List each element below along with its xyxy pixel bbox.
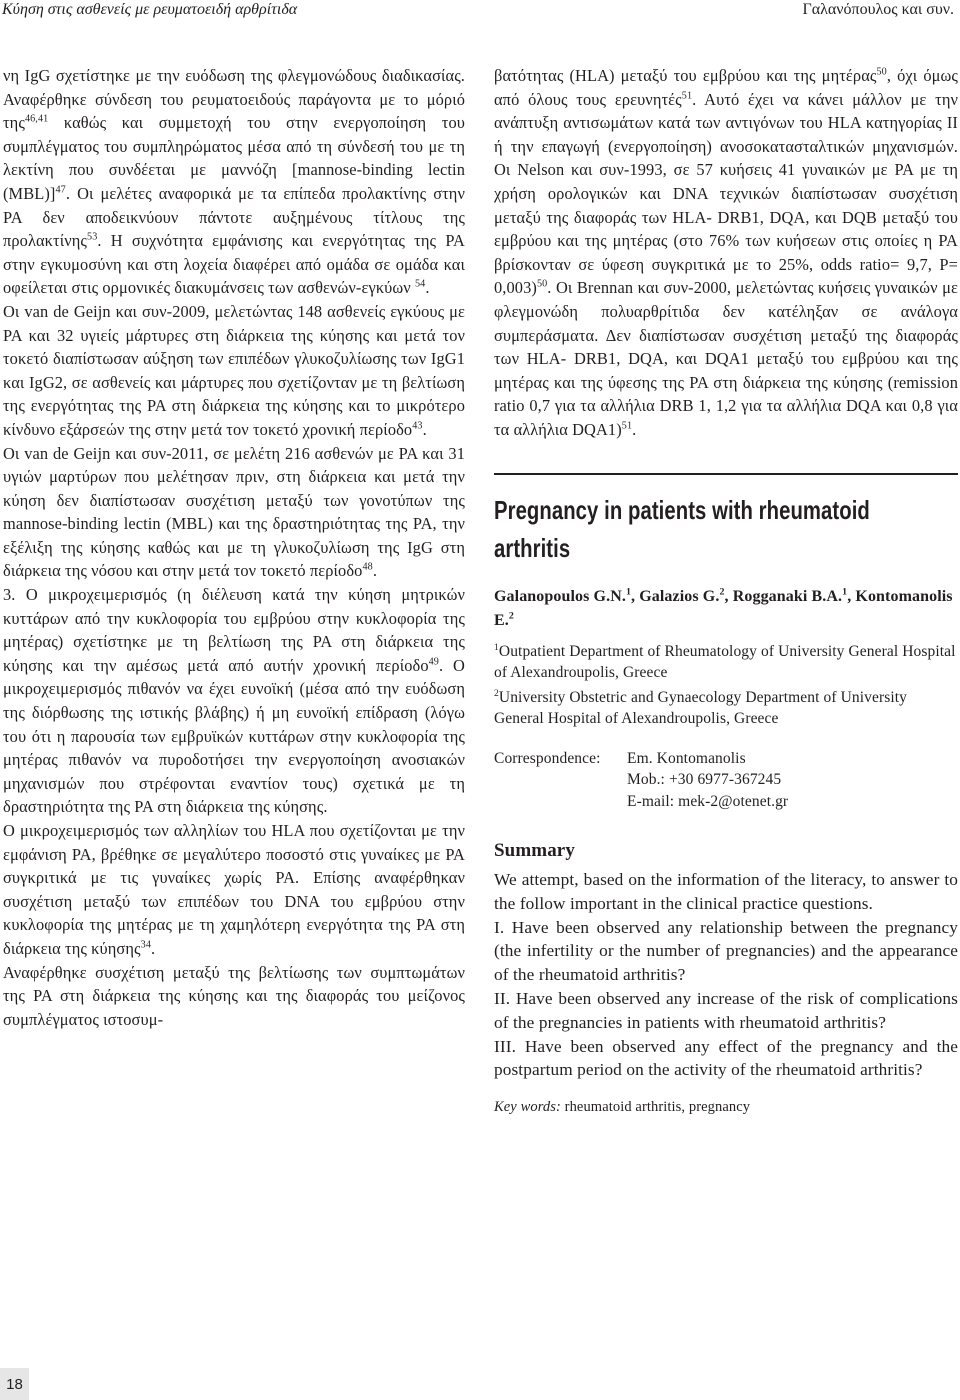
text-run: . Η συχνότητα εμφάνισης και ενεργότητας της ΡΑ στην εγκυμοσύνη και στη λοχεία διαφέρει από ομάδα σε ομάδα και οφείλεται στις ορμονικές διακυμάνσεις των ασθενών-εγκύων: [3, 231, 465, 298]
citation-ref: 51: [681, 90, 693, 102]
keywords: [494, 1096, 958, 1120]
left-paragraph-6: Αναφέρθηκε συσχέτιση μεταξύ της βελτίωσης των συμπτωμάτων της ΡΑ στη διάρκεια της κύησης και της διαφοράς του μείζονος συμπλέγματος ιστοσυμ-: [3, 962, 465, 1029]
author-name: , Galazios G.: [631, 587, 720, 605]
text-run: 3. Ο μικροχειμερισμός (η διέλευση κατά την κύηση μητρικών κυττάρων από την κυκλοφορία του εμβρύου στην κυκλοφορία της μητέρας) σχετίστηκε με τη βελτίωση της ΡΑ στη διάρκεια της κύησης και την αμέσως μετά από αυτήν χρονική περίοδο: [3, 585, 465, 675]
text-run: .: [425, 278, 430, 298]
correspondence-mobile: Mob.: +30 6977-367245: [627, 771, 782, 788]
correspondence-name: Em. Kontomanolis: [627, 749, 746, 767]
summary-question-2: II. Have been observed any increase of the risk of complications of the pregnancies in patients with rheumatoid arthritis?: [494, 988, 958, 1032]
correspondence-block: [494, 748, 958, 813]
section-divider: [494, 473, 958, 475]
citation-ref: 43: [412, 420, 423, 432]
text-run: .: [372, 561, 378, 581]
citation-ref: 50: [876, 66, 887, 78]
citation-ref: 53: [87, 231, 98, 243]
author-name: Galanopoulos G.N.: [494, 587, 626, 605]
citation-ref: 48: [362, 562, 373, 573]
citation-ref: 34: [140, 939, 151, 951]
affiliation-marker: 2: [719, 586, 725, 598]
affiliation-marker: 1: [625, 586, 632, 598]
text-run: καθώς και συμμετοχή του στην ενεργοποίηση του συμπλέγματος του συμπληρώματος μέσα από τη σύνδεσή του με τη λεκτίνη που συνδέεται με μαννόζη [mannose-binding lectin (MBL)]: [3, 113, 465, 203]
article-title: Pregnancy in patients with rheumatoid arthritis: [494, 494, 870, 563]
affiliation-marker: 2: [508, 610, 514, 622]
text-run: βατότητας (HLA) μεταξύ του εμβρύου και της μητέρας: [494, 66, 877, 85]
affiliations: [494, 641, 958, 729]
text-run: , όχι όμως από όλους τους ερευνητές: [494, 66, 959, 109]
affiliation-marker: 1: [494, 641, 499, 653]
right-paragraph-1: [494, 64, 958, 442]
citation-ref: 47: [55, 184, 66, 196]
left-paragraph-5: [3, 819, 465, 961]
text-run: .: [422, 419, 427, 439]
keywords-text: rheumatoid arthritis, pregnancy: [560, 1099, 751, 1116]
text-run: νη IgG σχετίστηκε με την ευόδωση της φλεγμονώδους διαδικασίας. Αναφέρθηκε σύνδεση του ρευματοειδούς παράγοντα με το μόριό της: [3, 66, 465, 133]
left-column: [3, 64, 465, 1031]
citation-ref: 50: [536, 278, 548, 290]
correspondence-label: Correspondence:: [494, 749, 601, 767]
affiliation-text: University Obstetric and Gynaecology Department of University General Hospital of Alexandroupolis, Greece: [494, 688, 908, 727]
summary-heading: Summary: [494, 840, 575, 861]
citation-ref: 54: [415, 278, 426, 290]
citation-ref: 49: [428, 656, 439, 668]
running-header-left: Κύηση στις ασθενείς με ρευματοειδή αρθρίτιδα: [2, 1, 298, 18]
left-paragraph-3: [3, 442, 465, 584]
left-paragraph-2: [3, 300, 465, 442]
text-run: . Οι μελέτες αναφορικά με τα επίπεδα προλακτίνης στην ΡΑ δεν αποδεικνύουν πάντοτε αυξημένους τίτλους της προλακτίνης: [3, 183, 465, 251]
affiliation-item: [494, 641, 958, 683]
summary-intro: We attempt, based on the information of the literacy, to answer to the follow important in the clinical practice questions.: [494, 870, 958, 913]
author-name: , Kontomanolis E.: [494, 587, 953, 629]
author-name: , Rogganaki B.A.: [724, 587, 843, 605]
running-header-right: Γαλανόπουλος και συν.: [802, 1, 954, 18]
text-run: Οι van de Geijn και συν-2009, μελετώντας 148 ασθενείς εγκύους με ΡΑ και 32 υγιείς μάρτυρες στη διάρκεια της κύησης και μετά τον τοκετό διαπίστωσαν αύξηση των επιπέδων γλυκοζυλίωσης των IgG1 και IgG2, σε ασθενείς και μάρτυρες που σχετίζονταν με τη βελτίωση της ενεργότητας της ΡΑ στη διάρκεια της κύησης και το μικρότερο κίνδυνο εξάρσεών της στην μετά τον τοκετό χρονική περίοδο: [3, 301, 465, 439]
text-run: Ο μικροχειμερισμός των αλληλίων του HLA που σχετίζονται με την εμφάνιση ΡΑ, βρέθηκε σε μεγαλύτερο ποσοστό στις γυναίκες με ΡΑ συγκριτικά με τις γυναίκες χωρίς ΡΑ. Επίσης αναφέρθηκαν συσχέτιση μεταξύ των επιπέδων του DNA του εμβρύου στην κυκλοφορία της μητέρας με τη χαμηλότερη ενεργότητα της ΡΑ στη διάρκεια της κύησης: [3, 821, 465, 958]
affiliation-text: Outpatient Department of Rheumatology of University General Hospital of Alexandroupolis, Greece: [494, 642, 956, 681]
keywords-label: Key words:: [494, 1099, 561, 1116]
affiliation-marker: 1: [842, 586, 848, 598]
right-column: [494, 64, 958, 1120]
summary-body: [494, 868, 958, 1082]
text-run: . Οι Brennan και συν-2000, μελετώντας κυήσεις γυναικών με φλεγμονώδη πολυαρθρίτιδα δεν κατέληξαν σε ανάλογα συμπεράσματα. Δεν διαπίστωσαν συσχέτιση μεταξύ της διαφοράς των HLA- DRB1, DQA, και DQA1 μεταξύ του εμβρύου και της μητέρας και της ύφεσης της ΡΑ στη διάρκεια της κύησης (remission ratio 0,7 για τα αλλήλια DRB 1, 1,2 για τα αλλήλια DQA και 0,8 για τα αλλήλια DQA1): [494, 278, 958, 439]
text-run: .: [632, 419, 637, 439]
text-run: Οι van de Geijn και συν-2011, σε μελέτη 216 ασθενών με ΡΑ και 31 υγιών μαρτύρων που μελέτησαν πριν, στη διάρκεια και μετά την κύηση δεν διαπίστωσαν συσχέτιση μεταξύ των γονοτύπων της mannose-binding lectin (MBL) και της δραστηριότητας της ΡΑ, την εξέλιξη της κύησης καθώς και με τη γλυκοζυλίωση της IgG στη διάρκεια της νόσου και στην μετά τον τοκετό περίοδο: [3, 443, 465, 581]
text-run: . Ο μικροχειμερισμός πιθανόν να έχει ευνοϊκή (μέσα από την ευόδωση της διόρθωσης της ιστικής βλάβης) ή μη ευνοϊκή επίδραση (λόγω του ότι η παρουσία των εμβρυϊκών κυττάρων στην κυκλοφορία της μητέρας πιθανόν να πυροδοτήσει την ενεργοποίηση ανοσιακών μηχανισμών που στρέφονται εναντίον τους) σχετικά με τη δραστηριότητα της ΡΑ στη διάρκεια της κύησης.: [3, 655, 465, 817]
affiliation-marker: 2: [494, 687, 499, 699]
affiliation-item: [494, 687, 958, 729]
text-run: .: [151, 938, 156, 958]
correspondence-email: E-mail: mek-2@otenet.gr: [627, 792, 789, 810]
text-run: . Αυτό έχει να κάνει μάλλον με την ανάπτυξη αντισωμάτων κατά των αντιγόνων του HLA κατηγορίας II ή την επαγωγή (ενεργοποίηση) ανοσοκατασταλτικών μηχανισμών. Οι Nelson και συν-1993, σε 57 κυήσεις 41 γυναικών με ΡΑ με τη χρήση ορολογικών και DNA τεχνικών διαπίστωσαν συσχέτιση μεταξύ της διαφοράς των HLA- DRB1, DQA, και DQB μεταξύ του εμβρύου και της μητέρας (στο 76% των κυήσεων στις οποίες η ΡΑ βρίσκονταν σε ύφεση συγκριτικά με το 25%, odds ratio= 9,7, P= 0,003): [494, 89, 958, 298]
summary-question-1: I. Have been observed any relationship between the pregnancy (the infertility or the number of pregnancies) and the appearance of the rheumatoid arthritis?: [494, 917, 958, 985]
left-paragraph-4: [3, 583, 465, 819]
author-list: [494, 585, 958, 633]
citation-ref: 51: [621, 420, 633, 432]
citation-ref: 46,41: [24, 113, 49, 125]
summary-question-3: III. Have been observed any effect of the pregnancy and the postpartum period on the activity of the rheumatoid arthritis?: [494, 1036, 958, 1080]
left-paragraph-1: [3, 64, 465, 300]
page-number: 18: [0, 1368, 29, 1400]
